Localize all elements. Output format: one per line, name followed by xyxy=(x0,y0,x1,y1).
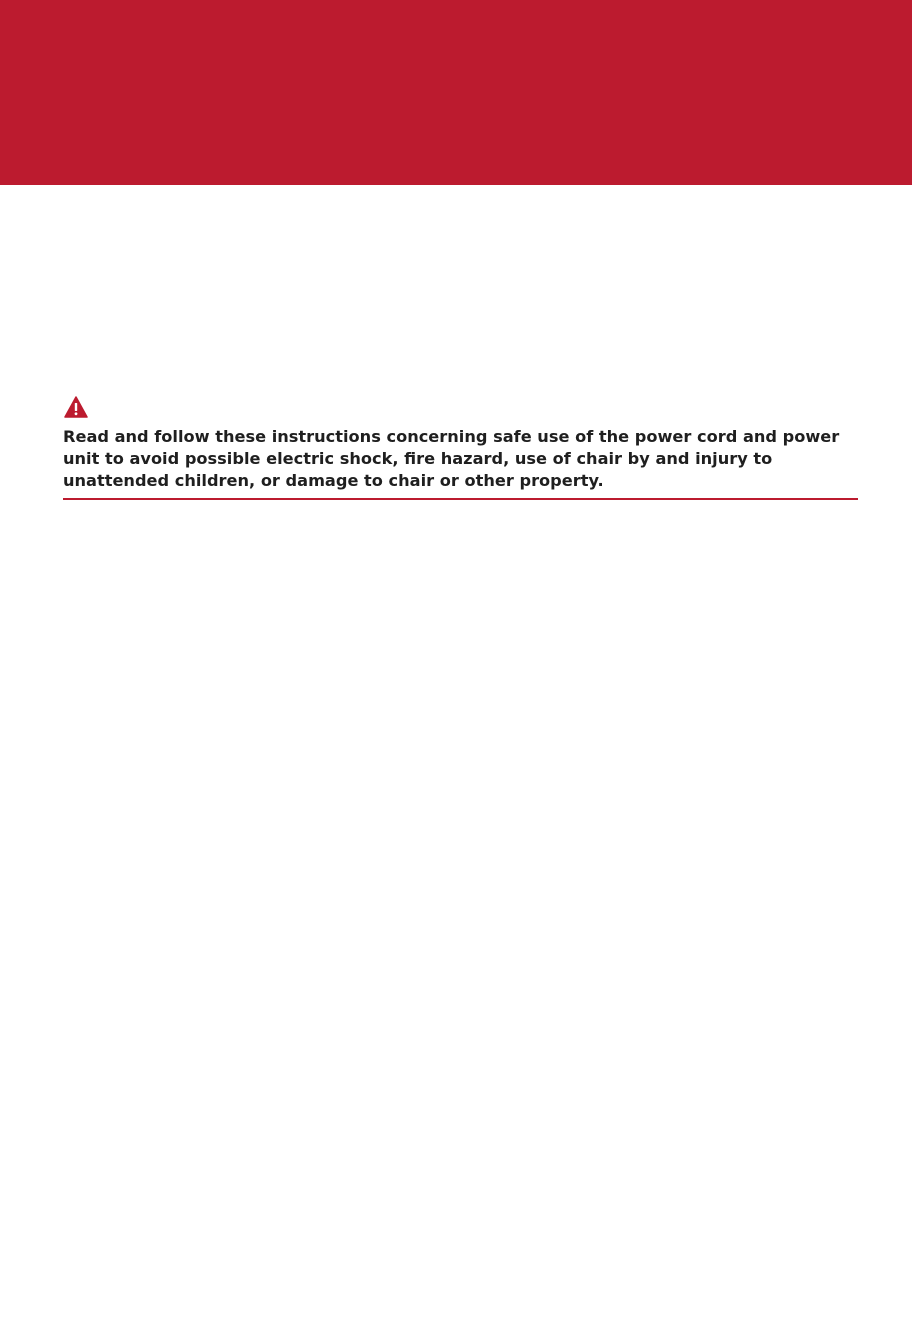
warning-instructions-text: Read and follow these instructions concerning safe use of the power cord and power unit to avoid possible electric shock, fire hazard, use of chair by and injury to unattended children, or damage to chair or other property. xyxy=(63,427,840,490)
section-divider xyxy=(63,498,858,500)
warning-triangle-icon xyxy=(64,396,88,418)
header-band xyxy=(0,0,912,185)
